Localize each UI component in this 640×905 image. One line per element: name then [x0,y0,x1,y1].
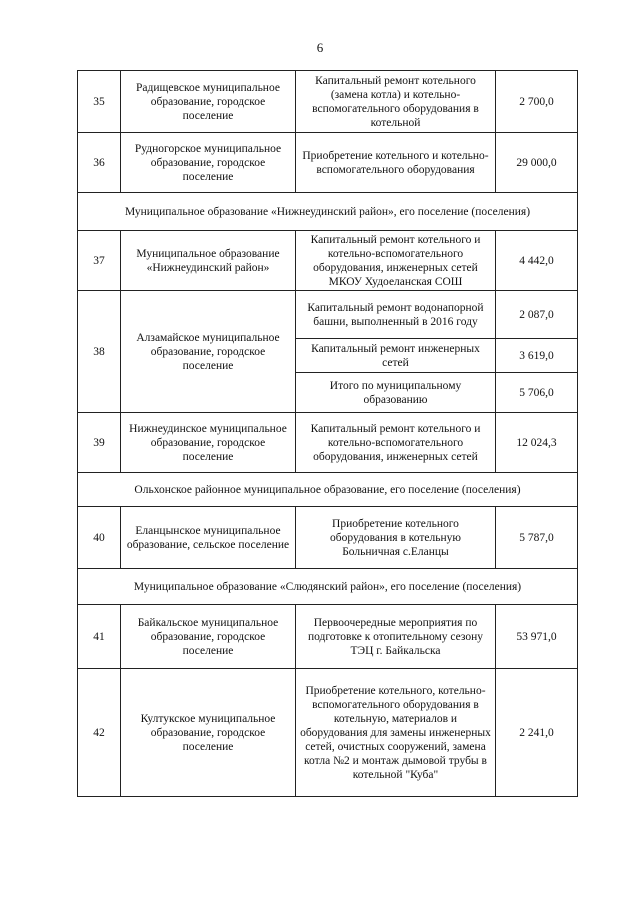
measure-cell: Приобретение котельного оборудования в котельную Больничная с.Еланцы [296,507,496,569]
section-title: Ольхонское районное муниципальное образование, его поселение (поселения) [78,473,578,507]
measure-cell: Капитальный ремонт котельного и котельно-вспомогательного оборудования, инженерных сетей МКОУ Худоеланская СОШ [296,231,496,291]
subtotal-amount: 5 706,0 [496,373,578,413]
measure-cell: Первоочередные мероприятия по подготовке к отопительному сезону ТЭЦ г. Байкальска [296,605,496,669]
row-number: 42 [78,669,121,797]
amount-cell: 29 000,0 [496,133,578,193]
amount-cell: 5 787,0 [496,507,578,569]
amount-cell: 4 442,0 [496,231,578,291]
table-row [78,669,578,797]
section-title: Муниципальное образование «Нижнеудинский район», его поселение (поселения) [78,193,578,231]
section-header-row [78,473,578,507]
amount-cell: 3 619,0 [496,339,578,373]
measure-cell: Капитальный ремонт водонапорной башни, выполненный в 2016 году [296,291,496,339]
amount-cell: 2 241,0 [496,669,578,797]
section-title: Муниципальное образование «Слюдянский район», его поселение (поселения) [78,569,578,605]
amount-cell: 12 024,3 [496,413,578,473]
municipality-cell: Култукское муниципальное образование, городское поселение [121,669,296,797]
municipality-cell: Рудногорское муниципальное образование, городское поселение [121,133,296,193]
section-header-row [78,193,578,231]
table-row [78,507,578,569]
measure-cell: Приобретение котельного и котельно-вспомогательного оборудования [296,133,496,193]
measure-cell: Капитальный ремонт инженерных сетей [296,339,496,373]
table-row [78,605,578,669]
page-number: 6 [316,40,324,55]
amount-cell: 2 087,0 [496,291,578,339]
row-number: 41 [78,605,121,669]
municipality-cell: Алзамайское муниципальное образование, городское поселение [121,291,296,413]
table-row [78,413,578,473]
amount-cell: 53 971,0 [496,605,578,669]
funding-table [77,70,578,797]
municipality-cell: Муниципальное образование «Нижнеудинский район» [121,231,296,291]
table-row [78,231,578,291]
measure-cell: Приобретение котельного, котельно-вспомогательного оборудования в котельную, материалов и оборудования для замены инженерных сетей, очистных сооружений, замена котла №2 и монтаж дымовой трубы в котельной "Куба" [296,669,496,797]
municipality-cell: Нижнеудинское муниципальное образование, городское поселение [121,413,296,473]
municipality-cell: Радищевское муниципальное образование, городское поселение [121,71,296,133]
row-number: 37 [78,231,121,291]
table-row [78,71,578,133]
municipality-cell: Байкальское муниципальное образование, городское поселение [121,605,296,669]
municipality-cell: Еланцынское муниципальное образование, сельское поселение [121,507,296,569]
measure-cell: Капитальный ремонт котельного (замена котла) и котельно-вспомогательного оборудования в котельной [296,71,496,133]
row-number: 38 [78,291,121,413]
amount-cell: 2 700,0 [496,71,578,133]
section-header-row [78,569,578,605]
subtotal-label: Итого по муниципальному образованию [296,373,496,413]
measure-cell: Капитальный ремонт котельного и котельно-вспомогательного оборудования, инженерных сетей [296,413,496,473]
row-number: 39 [78,413,121,473]
table-row [78,291,578,339]
table-row [78,133,578,193]
row-number: 36 [78,133,121,193]
row-number: 40 [78,507,121,569]
row-number: 35 [78,71,121,133]
